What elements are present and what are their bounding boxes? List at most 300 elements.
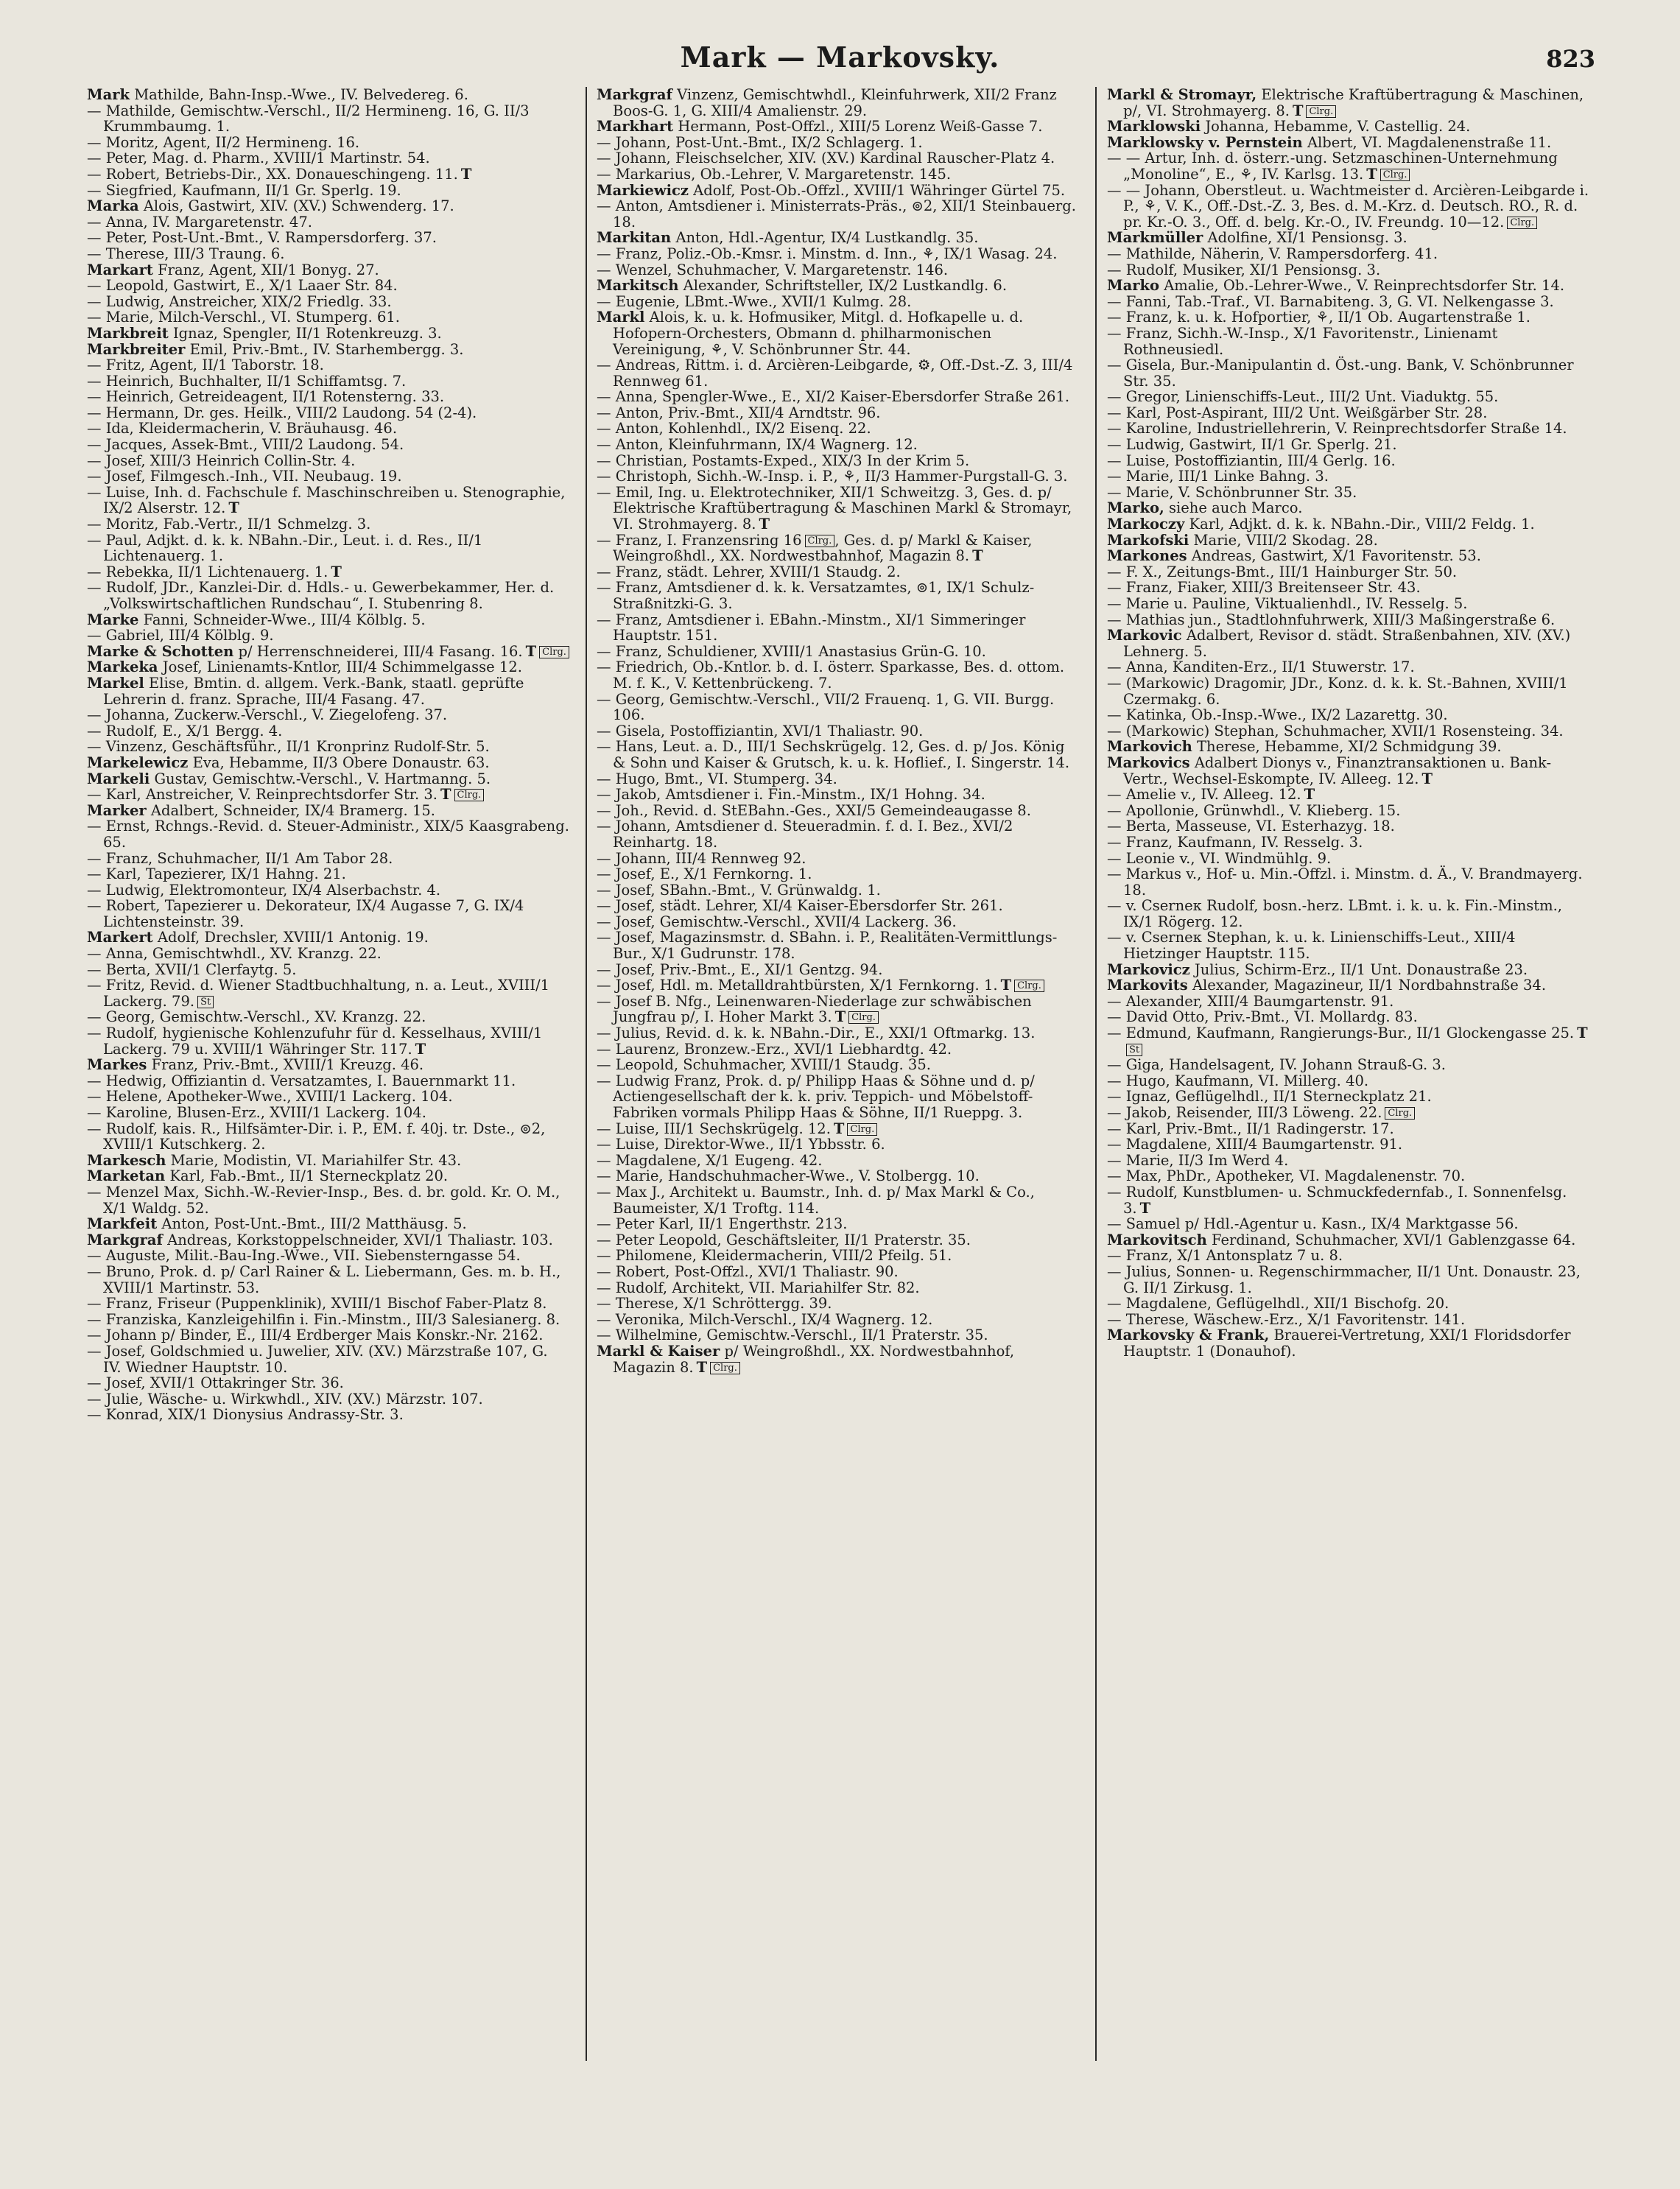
entry-text: — v. Cserneк Stephan, k. u. k. Linienschiffs-Leut., XIII/4 Hietzinger Hauptstr. 115. xyxy=(1107,929,1516,963)
entry-text: Johanna, Hebamme, V. Castellig. 24. xyxy=(1205,118,1471,136)
entry-text: — Josef, Priv.-Bmt., E., XI/1 Gentzg. 94. xyxy=(597,960,883,978)
directory-entry xyxy=(87,644,569,660)
entry-text: Adolfine, XI/1 Pensionsg. 3. xyxy=(1207,229,1407,247)
entry-surname: Markfeit xyxy=(87,1215,158,1233)
entry-text: — Siegfried, Kaufmann, II/1 Gr. Sperlg. 19. xyxy=(87,181,401,199)
entry-surname: Markes xyxy=(87,1056,147,1074)
directory-entry xyxy=(597,580,1079,611)
entry-text: — Luise, III/1 Sechskrügelg. 12. xyxy=(597,1120,831,1137)
directory-entry xyxy=(597,898,1079,914)
entry-text: Franz, Agent, XII/1 Bonyg. 27. xyxy=(158,261,379,278)
entry-surname: Markesch xyxy=(87,1151,166,1169)
directory-entry xyxy=(87,882,569,899)
directory-entry xyxy=(1107,135,1589,151)
entry-text: — Franz, Schuldiener, XVIII/1 Anastasius Grün-G. 10. xyxy=(597,642,986,660)
directory-entry xyxy=(1107,1073,1589,1089)
entry-text: — Rudolf, E., X/1 Bergg. 4. xyxy=(87,722,283,739)
directory-entry xyxy=(597,1153,1079,1169)
directory-entry xyxy=(597,262,1079,278)
directory-entry xyxy=(1107,1089,1589,1105)
entry-surname: Marke xyxy=(87,611,139,628)
entry-text: Ignaz, Spengler, II/1 Rotenkreuzg. 3. xyxy=(172,324,442,342)
entry-text: Brauerei-Vertretung, XXI/1 Floridsdorfer Hauptstr. 1 (Donauhof). xyxy=(1123,1327,1571,1360)
directory-entry xyxy=(87,453,569,469)
directory-entry xyxy=(597,1057,1079,1073)
registration-mark: Clrg. xyxy=(539,646,569,658)
entry-text: Therese, Hebamme, XI/2 Schmidgung 39. xyxy=(1197,738,1502,756)
directory-entry xyxy=(1107,533,1589,549)
entry-text: — Anton, Kleinfuhrmann, IX/4 Wagnerg. 12. xyxy=(597,436,918,454)
entry-surname: Marklowsky v. Pernstein xyxy=(1107,133,1303,151)
directory-entry xyxy=(597,612,1079,644)
directory-entry xyxy=(87,166,569,183)
entry-text: — Anna, Spengler-Wwe., E., XI/2 Kaiser-Ebersdorfer Straße 261. xyxy=(597,388,1070,406)
directory-entry xyxy=(87,1343,569,1375)
directory-entry xyxy=(597,183,1079,199)
directory-entry xyxy=(1107,723,1589,739)
entry-text: — Marie u. Pauline, Viktualienhdl., IV. Resselg. 5. xyxy=(1107,595,1468,612)
entry-text: — F. X., Zeitungs-Bmt., III/1 Hainburger Str. 50. xyxy=(1107,563,1458,580)
directory-entry xyxy=(87,516,569,533)
entry-surname: Markiewicz xyxy=(597,181,689,199)
directory-entry xyxy=(597,818,1079,850)
entry-text: — Karoline, Blusen-Erz., XVIII/1 Lackerg. 104. xyxy=(87,1104,426,1121)
registration-mark: Clrg. xyxy=(454,789,485,801)
entry-text: — Johann p/ Binder, E., III/4 Erdberger Mais Konskr.-Nr. 2162. xyxy=(87,1327,544,1344)
directory-entry xyxy=(1107,294,1589,310)
directory-entry xyxy=(87,230,569,246)
directory-entry xyxy=(1107,851,1589,867)
entry-text: — Peter, Mag. d. Pharm., XVIII/1 Martinstr. 54. xyxy=(87,150,430,167)
directory-entry xyxy=(87,103,569,135)
entry-text: — Franz, Sichh.-W.-Insp., X/1 Favoritenstr., Linienamt Rothneusiedl. xyxy=(1107,324,1498,358)
directory-entry xyxy=(1107,1296,1589,1312)
entry-text: — Peter Karl, II/1 Engerthstr. 213. xyxy=(597,1215,848,1233)
directory-entry xyxy=(87,278,569,294)
registration-mark: Clrg. xyxy=(847,1123,877,1136)
directory-entry xyxy=(87,628,569,644)
entry-text: — Joh., Revid. d. StEBahn.-Ges., XXI/5 Gemeindeaugasse 8. xyxy=(597,801,1031,819)
page-number: 823 xyxy=(1546,45,1595,73)
entry-text: — Emil, Ing. u. Elektrotechniker, XII/1 Schweitzg. 3, Ges. d. p/ Elektrische Kraftübertragung & Maschinen Markl & Stromayr, VI. Strohmayerg. 8. xyxy=(597,483,1072,533)
entry-text: — Amelie v., IV. Alleeg. 12. xyxy=(1107,786,1301,804)
entry-text: Karl, Adjkt. d. k. k. NBahn.-Dir., VIII/2 Feldg. 1. xyxy=(1189,516,1535,533)
directory-entry xyxy=(87,1009,569,1025)
entry-text: — Anton, Amtsdiener i. Ministerrats-Präs., ⊚2, XII/1 Steinbauerg. 18. xyxy=(597,197,1076,231)
directory-entry xyxy=(1107,326,1589,357)
entry-text: p/ Weingroßhdl., XX. Nordwestbahnhof, Magazin 8. xyxy=(613,1342,1015,1376)
directory-entry xyxy=(87,946,569,962)
directory-entry xyxy=(1107,1121,1589,1137)
entry-text: Elise, Bmtin. d. allgem. Verk.-Bank, staatl. geprüfte Lehrerin d. franz. Sprache, III/4 Fasang. 47. xyxy=(103,674,524,708)
directory-entry xyxy=(597,389,1079,405)
entry-surname: Marko, xyxy=(1107,499,1164,517)
entry-surname: Markert xyxy=(87,929,153,946)
directory-entry xyxy=(87,675,569,707)
directory-entry xyxy=(87,866,569,882)
directory-entry xyxy=(87,1312,569,1328)
entry-text: Adalbert Dionys v., Finanztransaktionen u. Bank-Vertr., Wechsel-Eskompte, IV. Alleeg. 12. xyxy=(1123,753,1552,787)
entry-text: — Fritz, Agent, II/1 Taborstr. 18. xyxy=(87,356,324,374)
directory-entry xyxy=(597,1312,1079,1328)
directory-entry xyxy=(597,1248,1079,1264)
directory-entry xyxy=(1107,1168,1589,1184)
entry-text: — Giga, Handelsagent, IV. Johann Strauß-G. 3. xyxy=(1107,1056,1446,1074)
directory-entry xyxy=(597,166,1079,183)
directory-entry xyxy=(1107,1232,1589,1248)
directory-entry xyxy=(87,1216,569,1232)
entry-text: — Ernst, Rchngs.-Revid. d. Steuer-Administr., XIX/5 Kaasgrabeng. 65. xyxy=(87,818,569,851)
entry-text: — Franz, Amtsdiener i. EBahn.-Minstm., XI/1 Simmeringer Hauptstr. 151. xyxy=(597,611,1026,644)
entry-text: — Peter, Post-Unt.-Bmt., V. Rampersdorferg. 37. xyxy=(87,229,437,247)
directory-entry xyxy=(87,373,569,390)
directory-entry xyxy=(87,1232,569,1248)
entry-text: — Wenzel, Schuhmacher, V. Margaretenstr. 146. xyxy=(597,261,949,278)
directory-entry xyxy=(597,644,1079,660)
telephone-mark: T xyxy=(1304,786,1315,804)
directory-entry xyxy=(597,533,1079,564)
entry-text: — Edmund, Kaufmann, Rangierungs-Bur., II/1 Glockengasse 25. xyxy=(1107,1025,1575,1042)
entry-text: — Jakob, Reisender, III/3 Löweng. 22. xyxy=(1107,1104,1382,1121)
entry-text: — Franz, Poliz.-Ob.-Kmsr. i. Minstm. d. Inn., ⚘, IX/1 Wasag. 24. xyxy=(597,245,1058,262)
entry-surname: Mark xyxy=(87,87,130,103)
entry-surname: Markeli xyxy=(87,770,150,787)
directory-entry xyxy=(1107,421,1589,437)
entry-text: — Vinzenz, Geschäftsführ., II/1 Kronprinz Rudolf-Str. 5. xyxy=(87,738,490,756)
telephone-mark: T xyxy=(1366,165,1377,183)
directory-entry xyxy=(597,1296,1079,1312)
entry-text: — Marie, V. Schönbrunner Str. 35. xyxy=(1107,483,1357,501)
telephone-mark: T xyxy=(972,547,983,565)
directory-entry xyxy=(1107,675,1589,707)
entry-text: — Anna, IV. Margaretenstr. 47. xyxy=(87,213,312,231)
directory-entry xyxy=(87,1327,569,1343)
directory-entry xyxy=(597,739,1079,770)
directory-entry xyxy=(597,1280,1079,1296)
entry-text: — Ludwig, Elektromonteur, IX/4 Alserbachstr. 4. xyxy=(87,881,441,899)
directory-entry xyxy=(597,278,1079,294)
entry-text: — Franz, k. u. k. Hofportier, ⚘, II/1 Ob. Augartenstraße 1. xyxy=(1107,309,1530,326)
directory-entry xyxy=(597,1121,1079,1137)
entry-text: — Peter Leopold, Geschäftsleiter, II/1 Praterstr. 35. xyxy=(597,1231,971,1248)
directory-entry xyxy=(597,485,1079,533)
entry-text: — Jacques, Assek-Bmt., VIII/2 Laudong. 54. xyxy=(87,436,404,454)
entry-surname: Markovsky & Frank, xyxy=(1107,1327,1270,1344)
directory-entry xyxy=(87,851,569,867)
registration-mark: Clrg. xyxy=(1306,105,1336,118)
directory-entry xyxy=(87,564,569,580)
directory-entry xyxy=(87,1407,569,1423)
directory-entry xyxy=(1107,500,1589,516)
entry-text: — Laurenz, Bronzew.-Erz., XVI/1 Liebhardtg. 42. xyxy=(597,1040,952,1058)
entry-text: Adalbert, Schneider, IX/4 Bramerg. 15. xyxy=(150,801,435,819)
directory-entry xyxy=(1107,962,1589,978)
directory-entry xyxy=(597,294,1079,310)
entry-text: — Christian, Postamts-Exped., XIX/3 In der Krim 5. xyxy=(597,451,970,469)
entry-text: — Wilhelmine, Gemischtw.-Verschl., II/1 Praterstr. 35. xyxy=(597,1327,988,1344)
directory-entry xyxy=(1107,183,1589,231)
entry-surname: Markl & Stromayr, xyxy=(1107,87,1257,103)
entry-text: — Julius, Revid. d. k. k. NBahn.-Dir., E., XXI/1 Oftmarkg. 13. xyxy=(597,1025,1036,1042)
entry-surname: Marke & Schotten xyxy=(87,642,234,660)
column-1 xyxy=(87,87,569,2149)
entry-text: — Therese, Wäschew.-Erz., X/1 Favoritenstr. 141. xyxy=(1107,1310,1466,1328)
entry-text: Elektrische Kraftübertragung & Maschinen, p/, VI. Strohmayerg. 8. xyxy=(1123,87,1584,119)
directory-entry xyxy=(597,1073,1079,1121)
entry-text: — Christoph, Sichh.-W.-Insp. i. P., ⚘, II/3 Hammer-Purgstall-G. 3. xyxy=(597,468,1068,485)
entry-text: — Franz, städt. Lehrer, XVIII/1 Staudg. 2. xyxy=(597,563,901,580)
entry-text: Albert, VI. Magdalenenstraße 11. xyxy=(1307,133,1552,151)
entry-text: — Heinrich, Buchhalter, II/1 Schiffamtsg. 7. xyxy=(87,372,407,390)
directory-entry xyxy=(597,659,1079,691)
directory-entry xyxy=(87,787,569,803)
entry-surname: Markovitsch xyxy=(1107,1231,1207,1248)
entry-surname: Marketan xyxy=(87,1167,166,1185)
column-3 xyxy=(1107,87,1589,2149)
directory-entry xyxy=(1107,262,1589,278)
entry-text: — Katinka, Ob.-Insp.-Wwe., IX/2 Lazarettg. 30. xyxy=(1107,706,1448,724)
entry-text: — Anton, Priv.-Bmt., XII/4 Arndtstr. 96. xyxy=(597,404,881,421)
telephone-mark: T xyxy=(696,1358,708,1376)
entry-text: — Helene, Apotheker-Wwe., XVIII/1 Lackerg. 104. xyxy=(87,1088,453,1106)
directory-entry xyxy=(1107,1009,1589,1025)
entry-text: — Markus v., Hof- u. Min.-Offzl. i. Minstm. d. Ä., V. Brandmayerg. 18. xyxy=(1107,865,1583,899)
entry-surname: Markbreiter xyxy=(87,340,186,358)
directory-entry xyxy=(1107,119,1589,135)
entry-text: — Paul, Adjkt. d. k. k. NBahn.-Dir., Leut. i. d. Res., II/1 Lichtenauerg. 1. xyxy=(87,531,483,565)
directory-entry xyxy=(597,866,1079,882)
directory-entry xyxy=(597,437,1079,453)
directory-entry xyxy=(597,882,1079,899)
directory-entry xyxy=(1107,707,1589,723)
directory-entry xyxy=(1107,835,1589,851)
entry-text: — Ludwig Franz, Prok. d. p/ Philipp Haas & Söhne und d. p/ Actiengesellschaft der k. k. priv. Teppich- und Möbelstoff-Fabriken vormals Philipp Haas & Söhne, II/1 Rueppg. 3. xyxy=(597,1072,1035,1121)
registration-mark: Clrg. xyxy=(1385,1107,1415,1120)
directory-entry xyxy=(87,485,569,516)
telephone-mark: T xyxy=(1292,102,1304,119)
entry-text: — Franz, Fiaker, XIII/3 Breitenseer Str. 43. xyxy=(1107,579,1421,597)
telephone-mark: T xyxy=(759,516,770,533)
entry-text: — Mathilde, Näherin, V. Rampersdorferg. 41. xyxy=(1107,245,1438,262)
directory-entry xyxy=(1107,930,1589,961)
directory-entry xyxy=(597,1343,1079,1375)
directory-entry xyxy=(1107,309,1589,326)
entry-text: — Leonie v., VI. Windmühlg. 9. xyxy=(1107,849,1332,867)
directory-entry xyxy=(1107,1153,1589,1169)
directory-entry xyxy=(597,1184,1079,1216)
entry-text: — Therese, III/3 Traung. 6. xyxy=(87,245,285,262)
entry-text: — Luise, Direktor-Wwe., II/1 Ybbsstr. 6. xyxy=(597,1136,885,1153)
entry-text: — Hugo, Kaufmann, VI. Millerg. 40. xyxy=(1107,1072,1369,1089)
entry-text: Amalie, Ob.-Lehrer-Wwe., V. Reinprechtsdorfer Str. 14. xyxy=(1164,277,1565,295)
directory-entry xyxy=(597,914,1079,930)
entry-text: — David Otto, Priv.-Bmt., VI. Mollardg. 83. xyxy=(1107,1008,1418,1026)
entry-text: — Heinrich, Getreideagent, II/1 Rotensterng. 33. xyxy=(87,388,445,406)
entry-text: — Bruno, Prok. d. p/ Carl Rainer & L. Liebermann, Ges. m. b. H., XVIII/1 Martinstr. 53. xyxy=(87,1262,561,1296)
registration-mark: Clrg. xyxy=(1014,980,1044,992)
entry-surname: Marko xyxy=(1107,277,1160,295)
directory-entry xyxy=(1107,230,1589,246)
directory-entry xyxy=(87,707,569,723)
entry-text: — Luise, Inh. d. Fachschule f. Maschinschreiben u. Stenographie, IX/2 Alserstr. 12. xyxy=(87,483,566,517)
directory-entry xyxy=(597,1041,1079,1058)
directory-entry xyxy=(87,1105,569,1121)
entry-text: — Menzel Max, Sichh.-W.-Revier-Insp., Bes. d. br. gold. Kr. O. M., X/1 Waldg. 52. xyxy=(87,1183,560,1217)
directory-entry xyxy=(1107,977,1589,994)
entry-text: Eva, Hebamme, II/3 Obere Donaustr. 63. xyxy=(192,753,490,771)
directory-entry xyxy=(87,1264,569,1296)
entry-text: — Ignaz, Geflügelhdl., II/1 Sterneckplatz 21. xyxy=(1107,1088,1432,1106)
directory-entry xyxy=(87,1153,569,1169)
directory-entry xyxy=(597,135,1079,151)
directory-entry xyxy=(597,564,1079,580)
entry-text: Vinzenz, Gemischtwhdl., Kleinfuhrwerk, XII/2 Franz Boos-G. 1, G. XIII/4 Amalienstr. 29. xyxy=(613,87,1057,119)
entry-text: — Johanna, Zuckerw.-Verschl., V. Ziegelofeng. 37. xyxy=(87,706,448,724)
directory-entry xyxy=(597,87,1079,119)
entry-text: — Therese, X/1 Schröttergg. 39. xyxy=(597,1295,832,1313)
directory-entry xyxy=(1107,87,1589,119)
directory-entry xyxy=(87,977,569,1009)
directory-entry xyxy=(1107,468,1589,485)
directory-entry xyxy=(87,739,569,755)
directory-entry xyxy=(87,1168,569,1184)
entry-text: — v. Cserneк Rudolf, bosn.-herz. LBmt. i. k. u. k. Fin.-Minstm., IX/1 Rögerg. 12. xyxy=(1107,897,1562,930)
entry-text: siehe auch Marco. xyxy=(1169,499,1303,517)
entry-text: — Franz, Amtsdiener d. k. k. Versatzamtes, ⊚1, IX/1 Schulz-Straßnitzki-G. 3. xyxy=(597,579,1035,612)
entry-text: — Berta, XVII/1 Clerfaytg. 5. xyxy=(87,960,297,978)
entry-text: — Hedwig, Offiziantin d. Versatzamtes, I. Bauernmarkt 11. xyxy=(87,1072,516,1089)
entry-surname: Marklowski xyxy=(1107,118,1201,136)
entry-text: — Anna, Gemischtwhdl., XV. Kranzg. 22. xyxy=(87,945,382,963)
directory-entry xyxy=(597,150,1079,166)
entry-text: Andreas, Gastwirt, X/1 Favoritenstr. 53. xyxy=(1191,547,1481,565)
directory-entry xyxy=(597,994,1079,1025)
entry-surname: Markgraf xyxy=(597,87,672,103)
entry-text: Ferdinand, Schuhmacher, XVI/1 Gablenzgasse 64. xyxy=(1212,1231,1576,1248)
entry-surname: Markovics xyxy=(1107,753,1190,771)
directory-entry xyxy=(87,342,569,358)
entry-text: — Karl, Post-Aspirant, III/2 Unt. Weißgärber Str. 28. xyxy=(1107,404,1488,421)
entry-text: Fanni, Schneider-Wwe., III/4 Kölblg. 5. xyxy=(143,611,426,628)
registration-mark: Clrg. xyxy=(848,1011,879,1024)
entry-text: — Franziska, Kanzleigehilfin i. Fin.-Minstm., III/3 Salesianerg. 8. xyxy=(87,1310,560,1328)
entry-surname: Markeka xyxy=(87,658,158,676)
telephone-mark: T xyxy=(415,1040,426,1058)
page-header xyxy=(0,41,1680,85)
registration-mark: St xyxy=(1126,1044,1142,1056)
telephone-mark: T xyxy=(1139,1199,1151,1217)
directory-columns xyxy=(87,87,1597,2149)
directory-entry xyxy=(87,262,569,278)
entry-text: — Franz, Schuhmacher, II/1 Am Tabor 28. xyxy=(87,849,393,867)
directory-entry xyxy=(1107,994,1589,1010)
entry-text: — Johann, Post-Unt.-Bmt., IX/2 Schlagerg. 1. xyxy=(597,133,923,151)
directory-entry xyxy=(597,119,1079,135)
telephone-mark: T xyxy=(460,165,472,183)
entry-text: — Ida, Kleidermacherin, V. Bräuhausg. 46. xyxy=(87,420,398,438)
directory-entry xyxy=(1107,739,1589,755)
entry-text: — Anton, Kohlenhdl., IX/2 Eisenq. 22. xyxy=(597,420,871,438)
entry-text: Marie, Modistin, VI. Mariahilfer Str. 43. xyxy=(170,1151,462,1169)
entry-text: — Franz, Friseur (Puppenklinik), XVIII/1 Bischof Faber-Platz 8. xyxy=(87,1295,547,1313)
entry-text: — Rudolf, JDr., Kanzlei-Dir. d. Hdls.- u. Gewerbekammer, Her. d. „Volkswirtschaftlichen Rundschau“, I. Stubenring 8. xyxy=(87,579,555,612)
entry-text: — Robert, Betriebs-Dir., XX. Donaueschingeng. 11. xyxy=(87,165,458,183)
entry-text: — Max J., Architekt u. Baumstr., Inh. d. p/ Max Markl & Co., Baumeister, X/1 Troftg. 114. xyxy=(597,1183,1035,1217)
entry-text: Alois, k. u. k. Hofmusiker, Mitgl. d. Hofkapelle u. d. Hofopern-Orchesters, Obmann d. philharmonischen Vereinigung, ⚘, V. Schönbrunner Str. 44. xyxy=(613,309,1024,358)
entry-surname: Markhart xyxy=(597,118,674,136)
entry-text: — Mathias jun., Stadtlohnfuhrwerk, XIII/3 Maßingerstraße 6. xyxy=(1107,611,1556,628)
directory-entry xyxy=(1107,405,1589,421)
directory-entry xyxy=(87,1073,569,1089)
entry-text: — Josef, E., X/1 Fernkorng. 1. xyxy=(597,865,812,883)
directory-entry xyxy=(87,405,569,421)
entry-text: — Andreas, Rittm. i. d. Arcièren-Leibgarde, ⚙, Off.-Dst.-Z. 3, III/4 Rennweg 61. xyxy=(597,356,1073,390)
entry-text: — (Markowic) Stephan, Schuhmacher, XVII/1 Rosensteing. 34. xyxy=(1107,722,1564,739)
entry-text: Hermann, Post-Offzl., XIII/5 Lorenz Weiß-Gasse 7. xyxy=(678,118,1043,136)
telephone-mark: T xyxy=(331,563,342,580)
entry-text: — — Johann, Oberstleut. u. Wachtmeister d. Arcièren-Leibgarde i. P., ⚘, V. K., Off.-Dst.-Z. 3, Bes. d. M.-Krz. d. Deutsch. RO., R. d. pr. Kr.-O. 3., Off. d. belg. Kr.-O., IV. Freundg. 10—12. xyxy=(1107,181,1589,231)
entry-text: — Friedrich, Ob.-Kntlor. b. d. I. österr. Sparkasse, Bes. d. ottom. M. f. K., V. Kettenbrückeng. 7. xyxy=(597,658,1065,692)
directory-entry xyxy=(87,87,569,103)
directory-entry xyxy=(1107,755,1589,787)
entry-text: — Apollonie, Grünwhdl., V. Klieberg. 15. xyxy=(1107,801,1401,819)
entry-text-continued: , Ges. d. p/ Markl & Kaiser, Weingroßhdl., XX. Nordwestbahnhof, Magazin 8. xyxy=(613,531,1033,565)
directory-entry xyxy=(597,1327,1079,1343)
directory-entry xyxy=(1107,1327,1589,1359)
entry-surname: Markovic xyxy=(1107,627,1182,644)
directory-entry xyxy=(87,580,569,611)
entry-text: — Julie, Wäsche- u. Wirkwhdl., XIV. (XV.) Märzstr. 107. xyxy=(87,1390,483,1408)
entry-surname: Markovits xyxy=(1107,977,1188,994)
entry-text: Alois, Gastwirt, XIV. (XV.) Schwenderg. 17. xyxy=(143,197,454,215)
entry-surname: Markl xyxy=(597,309,645,326)
column-2 xyxy=(597,87,1079,2149)
entry-text: — Marie, Handschuhmacher-Wwe., V. Stolbergg. 10. xyxy=(597,1167,980,1185)
entry-text: — Konrad, XIX/1 Dionysius Andrassy-Str. 3. xyxy=(87,1406,404,1424)
directory-entry xyxy=(1107,898,1589,930)
registration-mark: Clrg. xyxy=(1507,217,1537,229)
directory-entry xyxy=(1107,787,1589,803)
directory-entry xyxy=(87,1296,569,1312)
directory-entry xyxy=(1107,580,1589,596)
directory-entry xyxy=(87,198,569,214)
entry-surname: Markl & Kaiser xyxy=(597,1342,720,1360)
entry-text: — Rudolf, Architekt, VII. Mariahilfer Str. 82. xyxy=(597,1279,920,1296)
entry-text: — Hermann, Dr. ges. Heilk., VIII/2 Laudong. 54 (2-4). xyxy=(87,404,477,421)
directory-entry xyxy=(87,771,569,787)
entry-text: Alexander, Magazineur, II/1 Nordbahnstraße 34. xyxy=(1192,977,1547,994)
directory-entry xyxy=(87,389,569,405)
telephone-mark: T xyxy=(1421,770,1433,787)
entry-text: — Georg, Gemischtw.-Verschl., VII/2 Frauenq. 1, G. VII. Burgg. 106. xyxy=(597,690,1055,724)
entry-surname: Markones xyxy=(1107,547,1187,565)
directory-entry xyxy=(1107,548,1589,564)
entry-text: Karl, Fab.-Bmt., II/1 Sterneckplatz 20. xyxy=(169,1167,449,1185)
directory-entry xyxy=(1107,278,1589,294)
directory-entry xyxy=(1107,437,1589,453)
directory-entry xyxy=(597,962,1079,978)
entry-text: — Fritz, Revid. d. Wiener Stadtbuchhaltung, n. a. Leut., XVIII/1 Lackerg. 79. xyxy=(87,977,550,1010)
directory-entry xyxy=(1107,1216,1589,1232)
entry-text: — Magdalene, XIII/4 Baumgartenstr. 91. xyxy=(1107,1136,1403,1153)
directory-entry xyxy=(597,1136,1079,1153)
entry-text: — Mathilde, Gemischtw.-Verschl., II/2 Hermineng. 16, G. II/3 Krummbaumg. 1. xyxy=(87,102,530,136)
directory-entry xyxy=(87,246,569,262)
entry-text: — Leopold, Gastwirt, E., X/1 Laaer Str. 84. xyxy=(87,277,398,295)
directory-entry xyxy=(1107,1312,1589,1328)
directory-entry xyxy=(597,1216,1079,1232)
directory-entry xyxy=(597,1232,1079,1248)
